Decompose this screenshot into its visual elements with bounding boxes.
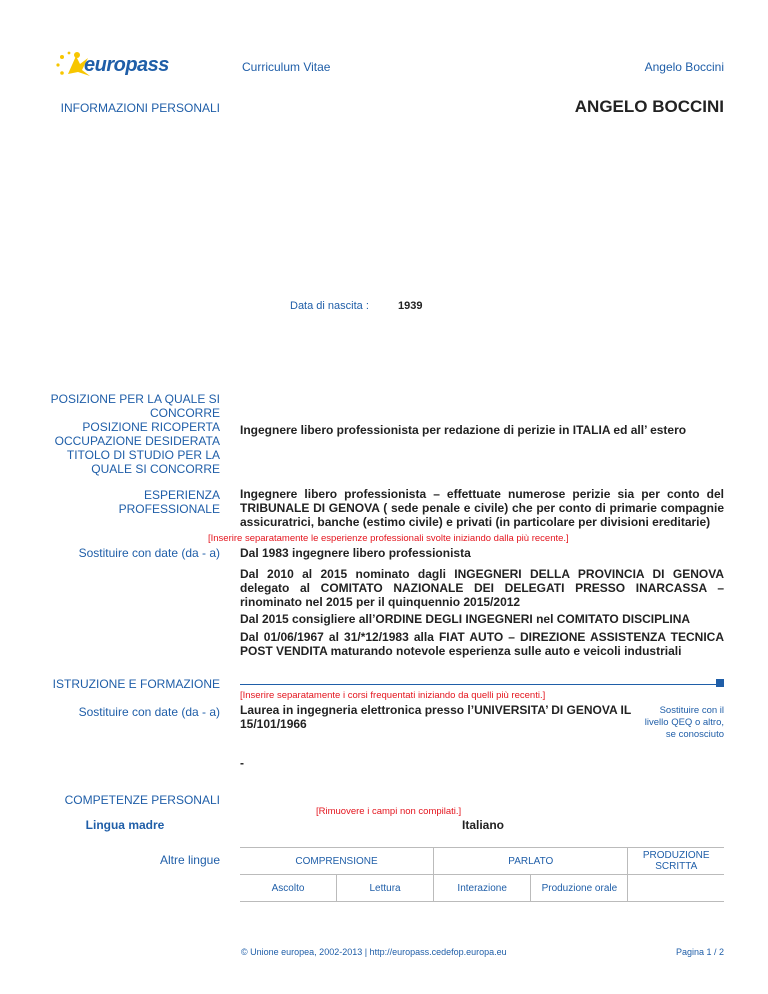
birth-label: Data di nascita :	[290, 300, 369, 312]
doc-title: Curriculum Vitae	[242, 60, 331, 74]
birth-value: 1939	[398, 300, 423, 312]
mother-tongue-value: Italiano	[462, 818, 505, 832]
label-occupazione-desiderata: OCCUPAZIONE DESIDERATA	[54, 434, 220, 448]
education-degree-line1: Laurea in ingegneria elettronica presso l’UNIVERSITA’ DI GENOVA IL	[240, 703, 632, 717]
languages-table	[240, 847, 724, 902]
footer-copyright: © Unione europea, 2002-2013 | http://europass.cedefop.europa.eu	[241, 947, 507, 957]
mother-tongue-label: Lingua madre	[85, 818, 165, 832]
full-name: ANGELO BOCCINI	[574, 97, 724, 116]
label-posizione-ricoperta: POSIZIONE RICOPERTA	[82, 420, 220, 434]
europass-logo	[54, 48, 169, 82]
col-comprehension: COMPRENSIONE	[240, 848, 434, 875]
section-experience: ESPERIENZA PROFESSIONALE	[118, 488, 220, 516]
section-personal-info: INFORMAZIONI PERSONALI	[60, 101, 220, 115]
experience-entry-1: Dal 1983 ingegnere libero professionista	[240, 546, 471, 560]
footer-page: Pagina 1 / 2	[675, 947, 724, 957]
col-writing-blank	[628, 875, 724, 902]
experience-entry-4: Dal 01/06/1967 al 31/*12/1983 alla FIAT AUTO – DIREZIONE ASSISTENZA TECNICA POST VENDITA maturando notevole esperienza sulle auto e veicoli industriali	[240, 630, 724, 658]
label-titolo-studio: TITOLO DI STUDIO PER LA QUALE SI CONCORRE	[66, 448, 220, 476]
other-languages-label: Altre lingue	[159, 853, 220, 867]
position-value: Ingegnere libero professionista per redazione di perizie in ITALIA ed all’ estero	[240, 423, 687, 437]
education-hint: [Inserire separatamente i corsi frequentati iniziando da quelli più recenti.]	[240, 690, 546, 701]
education-dash: -	[240, 756, 244, 770]
col-reading: Lettura	[337, 875, 434, 902]
education-degree-line2: 15/101/1966	[240, 717, 307, 731]
col-oral-production: Produzione orale	[531, 875, 628, 902]
section-education: ISTRUZIONE E FORMAZIONE	[52, 677, 220, 691]
label-posizione-concorre: POSIZIONE PER LA QUALE SI CONCORRE	[50, 392, 220, 420]
section-divider	[240, 684, 716, 685]
education-level-note: Sostituire con il livello QEQ o altro, se conosciuto	[644, 705, 724, 740]
position-labels	[40, 392, 220, 476]
skills-hint: [Rimuovere i campi non compilati.]	[316, 806, 462, 817]
experience-summary: Ingegnere libero professionista – effettuate numerose perizie sia per conto del TRIBUNALE DI GENOVA ( sede penale e civile) che per conto di primarie compagnie assicuratrici, banche (estimo civile) e privati (in particolare per divisioni ereditarie)	[240, 487, 724, 529]
section-skills: COMPETENZE PERSONALI	[64, 793, 220, 807]
header-name: Angelo Boccini	[644, 60, 724, 74]
logo-text: europass	[84, 54, 169, 76]
experience-entry-3: Dal 2015 consigliere all’ORDINE DEGLI INGEGNERI nel COMITATO DISCIPLINA	[240, 612, 691, 626]
education-date-label: Sostituire con date (da - a)	[78, 705, 220, 719]
experience-date-label: Sostituire con date (da - a)	[78, 546, 220, 560]
divider-square-icon	[716, 679, 724, 687]
col-listening: Ascolto	[240, 875, 337, 902]
col-speaking: PARLATO	[434, 848, 628, 875]
col-interaction: Interazione	[434, 875, 531, 902]
col-writing: PRODUZIONE SCRITTA	[628, 848, 724, 875]
experience-hint: [Inserire separatamente le esperienze professionali svolte iniziando dalla più recente.]	[208, 533, 569, 544]
experience-entry-2: Dal 2010 al 2015 nominato dagli INGEGNERI DELLA PROVINCIA DI GENOVA delegato al COMITATO NAZIONALE DEI DELEGATI PRESSO INARCASSA – rinominato nel 2015 per il quinquennio 2015/2012	[240, 567, 724, 609]
